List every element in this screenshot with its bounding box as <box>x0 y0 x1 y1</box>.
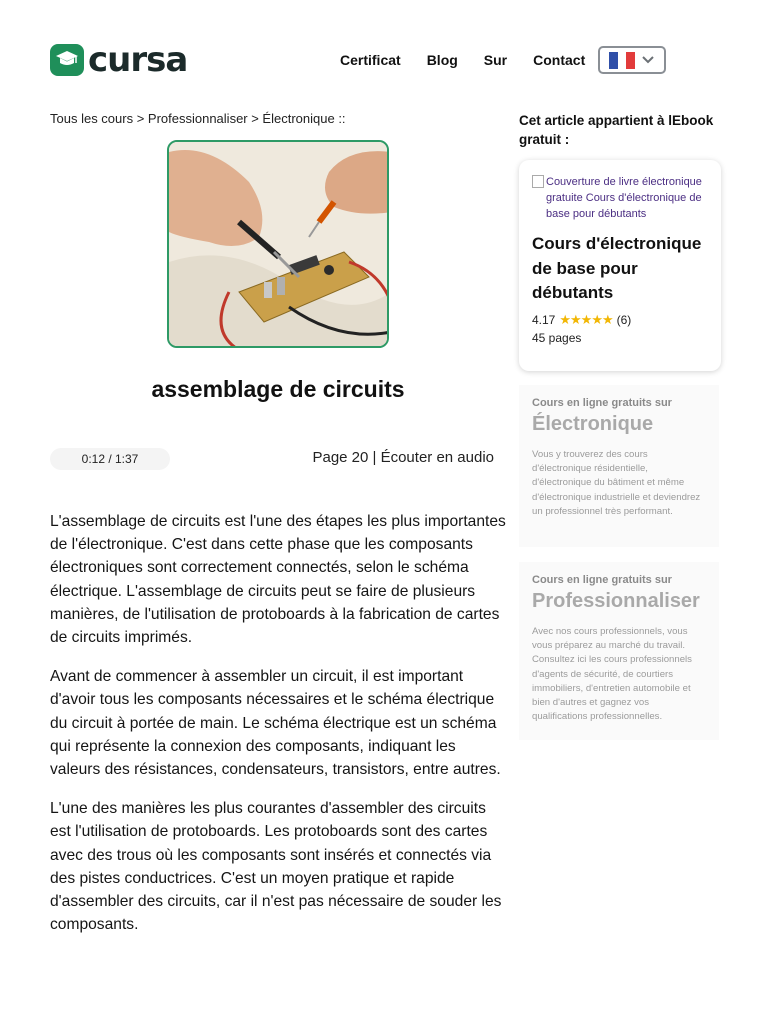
star-rating-icon: ★★★★★ <box>559 311 613 327</box>
lesson-image <box>167 140 389 348</box>
audio-player[interactable]: 0:12 / 1:37 <box>50 448 170 470</box>
audio-row <box>50 448 506 470</box>
cursa-logo[interactable] <box>50 40 188 80</box>
lesson-body <box>50 510 510 952</box>
ebook-cover[interactable] <box>532 174 708 222</box>
ebook-heading: Cet article appartient à lEbook gratuit : <box>519 113 714 147</box>
review-count: (6) <box>616 312 632 327</box>
lesson-title: assemblage de circuits <box>151 376 405 402</box>
promo-kicker: Cours en ligne gratuits sur <box>532 574 672 586</box>
flag-fr-icon <box>609 52 635 69</box>
broken-image-icon <box>532 175 544 188</box>
main-nav <box>340 52 585 68</box>
promo-professionnaliser[interactable] <box>519 562 719 740</box>
graduation-cap-icon <box>50 44 84 76</box>
promo-kicker: Cours en ligne gratuits sur <box>532 397 672 409</box>
breadcrumb[interactable]: Tous les cours > Professionnaliser > Électronique :: <box>50 111 346 126</box>
promo-topic[interactable]: Électronique <box>532 413 654 435</box>
chevron-down-icon <box>641 55 655 65</box>
logo-text: cursa <box>88 40 188 80</box>
paragraph: L'assemblage de circuits est l'une des étapes les plus importantes de l'électronique. C'est dans cette phase que les composants électroniques sont correctement connectés, selon le schéma électrique. L'assemblage de circuits peut se faire de plusieurs manières, de l'utilisation de protoboards à la fabrication de cartes de circuits imprimés. <box>50 513 506 647</box>
ebook-cover-alt-text: Couverture de livre électronique gratuite Cours d'électronique de base pour débutants <box>546 176 702 220</box>
paragraph: Avant de commencer à assembler un circuit, il est important d'avoir tous les composants nécessaires et le schéma électrique du circuit à portée de main. Le schéma électrique est un schéma qui représente la connexion des composants, indiquant les valeurs des résistances, condensateurs, transistors, entre autres. <box>50 668 501 779</box>
ebook-pages: 45 pages <box>532 330 582 345</box>
nav-contact[interactable]: Contact <box>533 52 586 68</box>
nav-certificat[interactable]: Certificat <box>340 52 401 68</box>
ebook-title[interactable]: Cours d'électronique de base pour débutants <box>532 234 702 302</box>
promo-description: Vous y trouverez des cours d'électronique résidentielle, d'électronique du bâtiment et même d'électronique industrielle et deviendrez un professionnel très performant. <box>532 449 701 517</box>
nav-sur[interactable]: Sur <box>483 52 508 68</box>
promo-electronique[interactable] <box>519 385 719 547</box>
rating-value: 4.17 <box>532 312 556 327</box>
nav-blog[interactable]: Blog <box>426 52 458 68</box>
ebook-card[interactable] <box>519 160 721 371</box>
paragraph: L'une des manières les plus courantes d'assembler des circuits est l'utilisation de protoboards. Les protoboards sont des cartes avec des trous où les composants sont insérés et connectés via des pistes conductrices. C'est un moyen pratique et rapide d'assembler des circuits, car il n'est pas nécessaire de souder les composants. <box>50 800 502 934</box>
promo-topic[interactable]: Professionnaliser <box>532 590 700 612</box>
ebook-rating <box>532 312 708 328</box>
listen-audio-link[interactable]: Page 20 | Écouter en audio <box>312 449 494 466</box>
promo-description: Avec nos cours professionnels, vous vous préparez au marché du travail. Consultez ici les cours professionnels d'agents de sécurité, de courtiers immobiliers, d'entretien automobile et bien d'autres et gagnez vos qualifications professionnelles. <box>532 626 692 723</box>
language-selector[interactable] <box>598 46 666 74</box>
